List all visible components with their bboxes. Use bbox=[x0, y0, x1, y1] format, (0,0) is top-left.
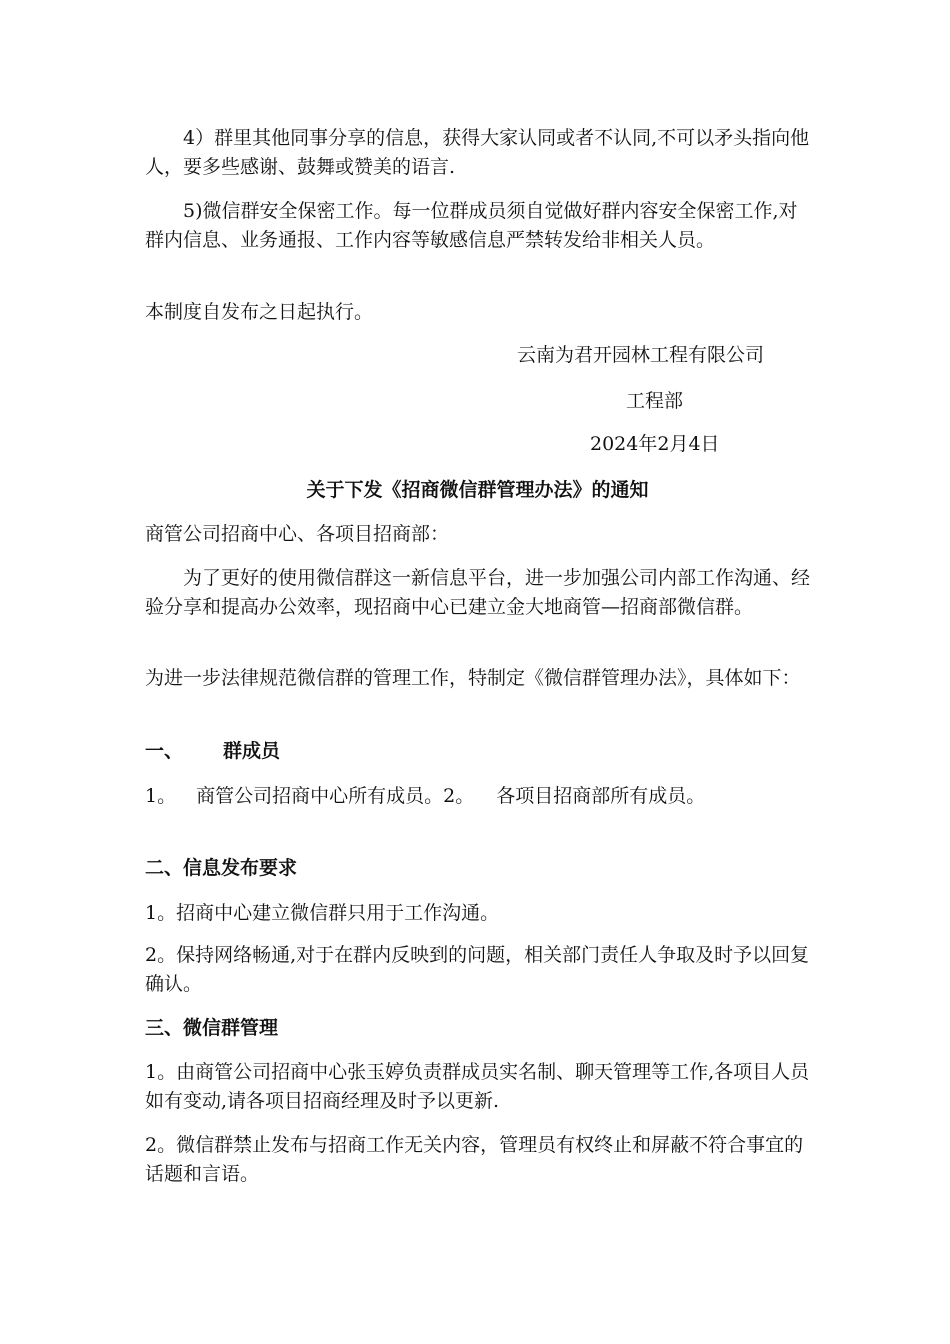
paragraph-rule-4: 4）群里其他同事分享的信息，获得大家认同或者不认同,不可以矛头指向他人，要多些感谢、鼓舞或赞美的语言. bbox=[145, 127, 810, 178]
section-1-items bbox=[145, 782, 810, 811]
section-1-number: 一、 bbox=[145, 740, 184, 762]
section-1-item-2: 各项目招商部所有成员。 bbox=[496, 785, 706, 807]
signature-department: 工程部 bbox=[626, 390, 684, 412]
notice-intro: 为了更好的使用微信群这一新信息平台，进一步加强公司内部工作沟通、经验分享和提高办公效率，现招商中心已建立金大地商管—招商部微信群。 bbox=[145, 567, 811, 618]
section-3-item-2: 2。微信群禁止发布与招商工作无关内容，管理员有权终止和屏蔽不符合事宜的话题和言语。 bbox=[145, 1134, 804, 1185]
section-1-title: 群成员 bbox=[223, 740, 281, 762]
signature-date: 2024年2月4日 bbox=[590, 433, 720, 455]
signature-company: 云南为君开园林工程有限公司 bbox=[517, 344, 765, 366]
section-1-item-2-number: 2。 bbox=[443, 785, 475, 807]
section-3-heading: 三、微信群管理 bbox=[145, 1017, 279, 1039]
section-2-heading: 二、信息发布要求 bbox=[145, 857, 298, 879]
notice-purpose: 为进一步法律规范微信群的管理工作，特制定《微信群管理办法》，具体如下： bbox=[145, 667, 801, 689]
section-2-item-1: 1。招商中心建立微信群只用于工作沟通。 bbox=[145, 902, 500, 924]
section-2-item-2: 2。保持网络畅通,对于在群内反映到的问题，相关部门责任人争取及时予以回复确认。 bbox=[145, 944, 810, 995]
paragraph-effective: 本制度自发布之日起执行。 bbox=[145, 301, 374, 323]
section-1-item-1: 商管公司招商中心所有成员。 bbox=[196, 785, 444, 807]
section-3-item-1: 1。由商管公司招商中心张玉婷负责群成员实名制、聊天管理等工作,各项目人员如有变动,请各项目招商经理及时予以更新. bbox=[145, 1061, 810, 1112]
notice-recipients: 商管公司招商中心、各项目招商部： bbox=[145, 523, 450, 545]
section-1-heading bbox=[145, 737, 810, 766]
paragraph-rule-5: 5)微信群安全保密工作。每一位群成员须自觉做好群内容安全保密工作,对群内信息、业务通报、工作内容等敏感信息严禁转发给非相关人员。 bbox=[145, 200, 798, 251]
notice-title: 关于下发《招商微信群管理办法》的通知 bbox=[306, 479, 649, 501]
section-1-item-1-number: 1。 bbox=[145, 785, 177, 807]
